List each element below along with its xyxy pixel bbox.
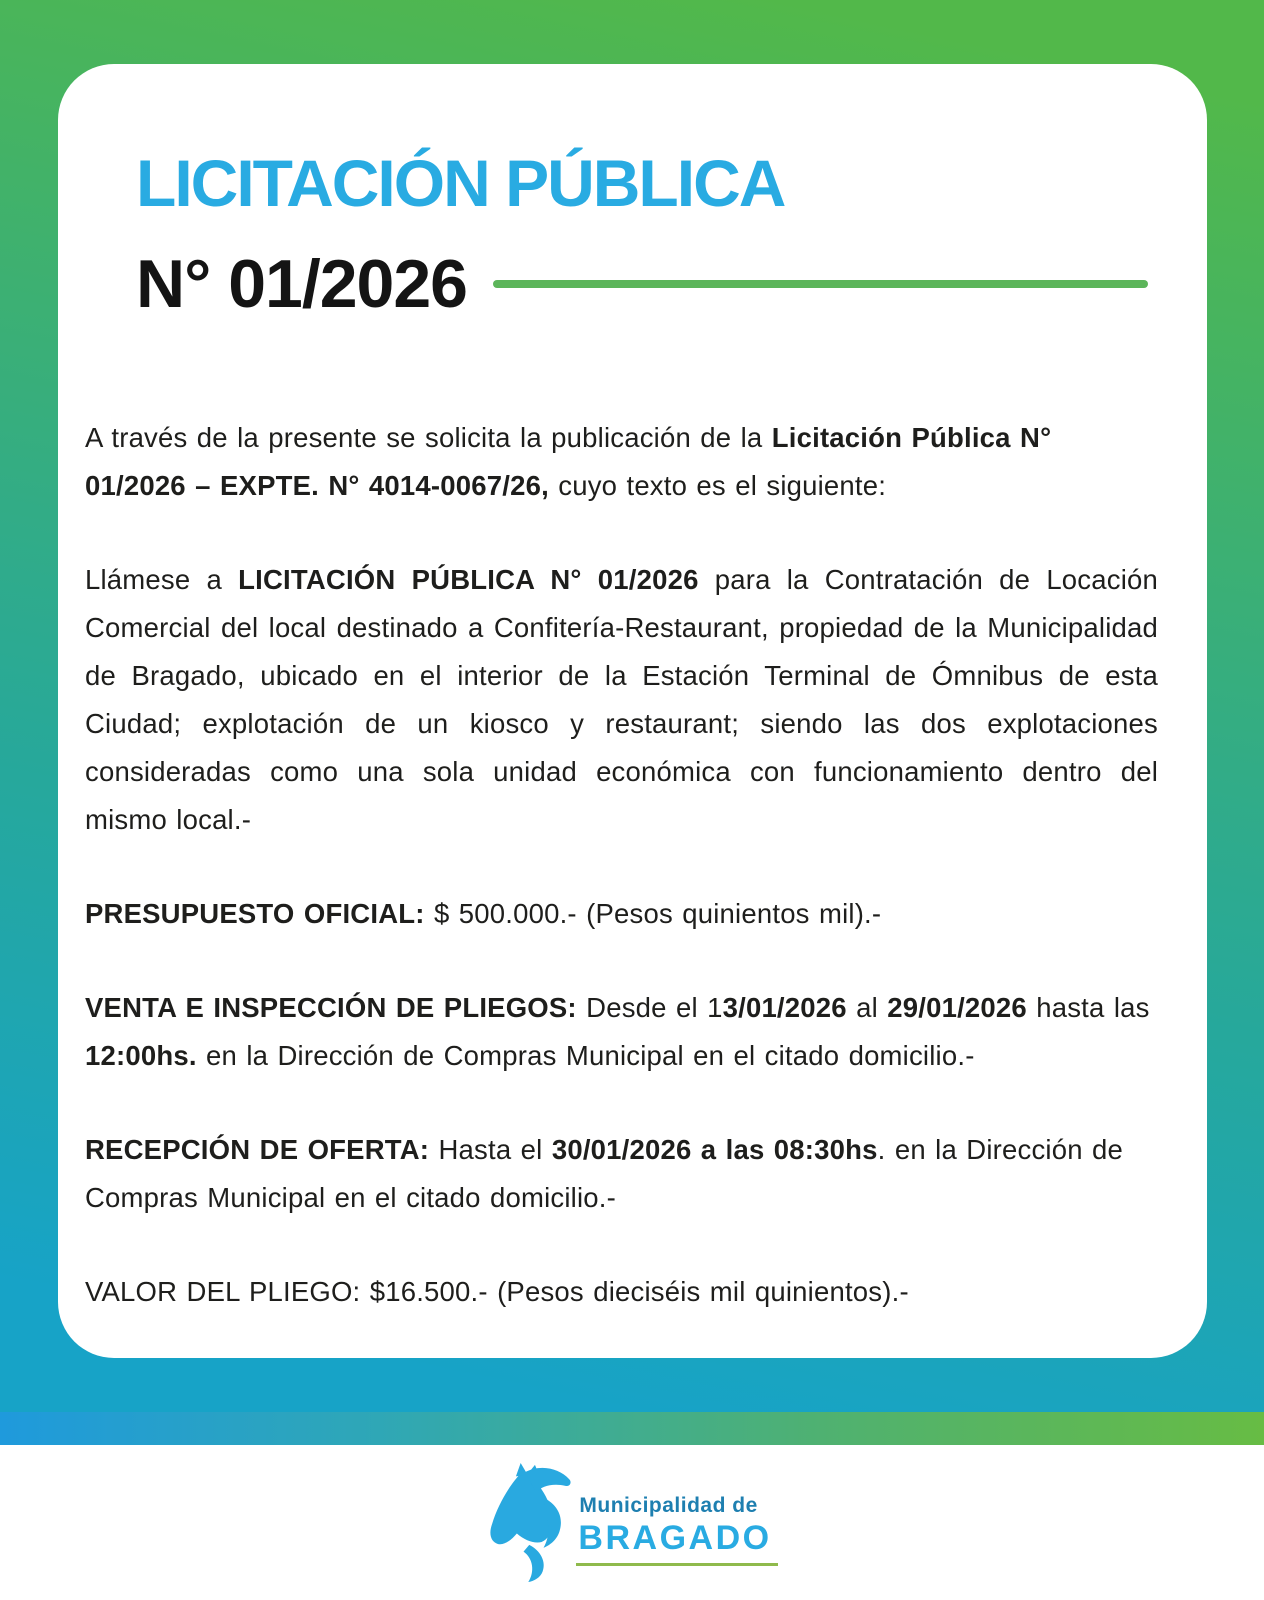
text-run: LICITACIÓN PÚBLICA N° 01/2026 [238, 564, 699, 595]
text-run: cuyo texto es el siguiente: [548, 470, 887, 501]
text-run: . en la Dirección de Compras Municipal en el citado domicilio.- [85, 1134, 1124, 1213]
green-rule [493, 280, 1148, 288]
paragraph-6 [85, 1268, 1158, 1316]
paragraph-4 [85, 984, 1158, 1080]
text-run: VENTA E INSPECCIÓN DE PLIEGOS: [85, 992, 577, 1023]
logo-text [576, 1480, 777, 1566]
text-run: A través de la presente se solicita la publicación de la [85, 422, 772, 453]
title-licitacion-publica: LICITACIÓN PÚBLICA [136, 146, 785, 220]
text-run: RECEPCIÓN DE OFERTA: [85, 1134, 430, 1165]
municipality-logo [486, 1463, 777, 1583]
text-run: 30/01/2026 a las 08:30hs [551, 1134, 878, 1165]
text-run: para la Contratación de Locación Comercial del local destinado a Confitería-Restaurant, propiedad de la Municipalidad de Bragado, ubicado en el interior de la Estación Terminal de Ómnibus de esta Ciudad; explotación de un kiosco y restaurant; siendo las dos explotaciones consideradas como una sola unidad económica con funcionamiento dentro del mismo local.- [85, 564, 1158, 835]
text-run: 29/01/2026 [887, 992, 1027, 1023]
title-number: N° 01/2026 [136, 246, 467, 322]
paragraph-2 [85, 556, 1158, 844]
logo-org-line1: Municipalidad de [579, 1493, 758, 1517]
text-run: Hasta el [429, 1134, 552, 1165]
text-run: Licitación Pública N° 01/2026 – EXPTE. N° 4014-0067/26, [85, 422, 1052, 501]
gradient-divider-band [0, 1412, 1264, 1445]
paragraph-1 [85, 414, 1158, 510]
text-run: al [846, 992, 888, 1023]
paragraph-3 [85, 890, 1158, 938]
title-number-row [136, 246, 1158, 322]
text-run: hasta las [1026, 992, 1150, 1023]
text-run: $ 500.000.- (Pesos quinientos mil).- [424, 898, 882, 929]
text-run: en la Dirección de Compras Municipal en el citado domicilio.- [196, 1040, 975, 1071]
text-run: PRESUPUESTO OFICIAL: [85, 898, 425, 929]
logo-org-line2: BRAGADO [576, 1518, 777, 1566]
footer [0, 1445, 1264, 1600]
announcement-card [58, 64, 1207, 1358]
horse-icon [486, 1463, 582, 1583]
paragraph-5 [85, 1126, 1158, 1222]
text-run: 3/01/2026 [722, 992, 847, 1023]
text-run: Llámese a [85, 564, 239, 595]
text-run: 12:00hs. [85, 1040, 197, 1071]
text-run: VALOR DEL PLIEGO: $16.500.- (Pesos dieciséis mil quinientos).- [85, 1276, 909, 1307]
text-run: Desde el 1 [576, 992, 723, 1023]
body-text [85, 414, 1158, 1316]
